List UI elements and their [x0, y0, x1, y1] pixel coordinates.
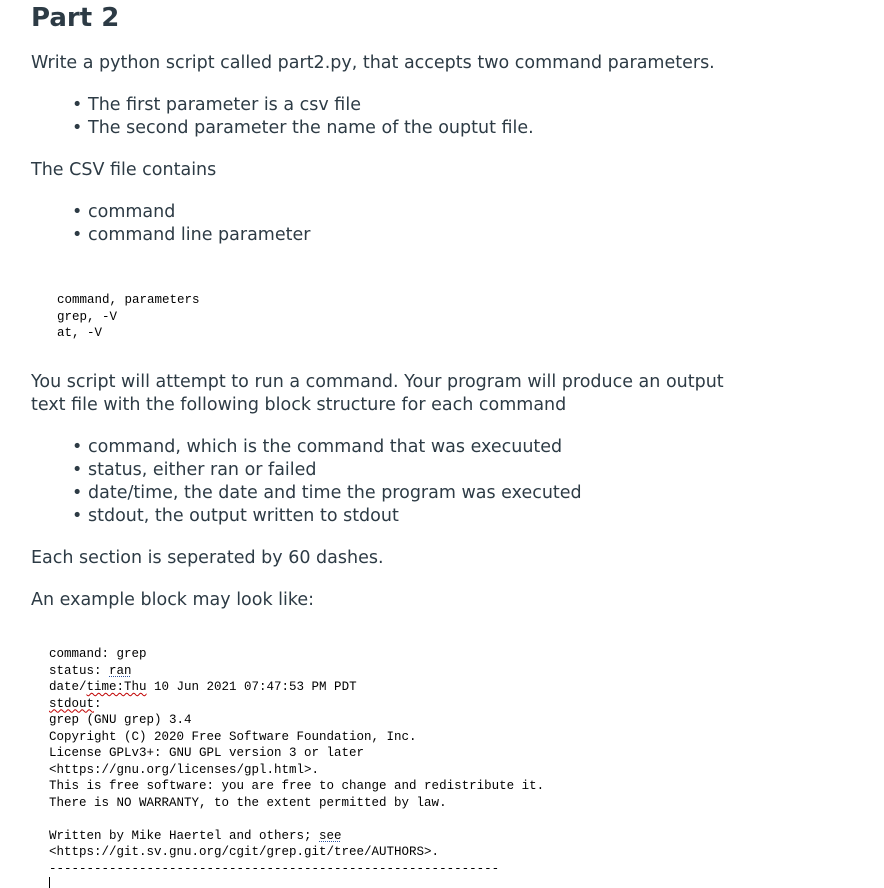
output-line: License GPLv3+: GNU GPL version 3 or later: [49, 746, 365, 760]
command-line: command: grep: [49, 647, 147, 661]
code-line: at, -V: [57, 326, 103, 340]
list-item: • stdout, the output written to stdout: [72, 505, 582, 528]
example-block-code: [49, 646, 544, 877]
code-line: command, parameters: [57, 293, 200, 307]
list-item: • The first parameter is a csv file: [72, 94, 534, 117]
output-line: There is NO WARRANTY, to the extent permitted by law.: [49, 795, 447, 810]
stdout-colon: :: [94, 696, 102, 711]
date-prefix: date/: [49, 680, 87, 694]
written-by-text: Written by Mike Haertel and others;: [49, 828, 320, 843]
code-line: grep, -V: [57, 309, 118, 324]
block-fields-list: [72, 436, 582, 528]
list-item: • The second parameter the name of the ouptut file.: [72, 117, 534, 140]
csv-intro-paragraph: The CSV file contains: [31, 160, 217, 180]
text-cursor: [49, 877, 50, 888]
output-line: Copyright (C) 2020 Free Software Foundation, Inc.: [49, 729, 417, 744]
status-value: ran: [109, 663, 132, 678]
date-rest: 10 Jun 2021 07:47:53 PM PDT: [146, 680, 357, 694]
see-link[interactable]: see: [319, 828, 342, 843]
authors-url: <https://git.sv.gnu.org/cgit/grep.git/tree/AUTHORS>.: [49, 845, 440, 859]
page-title: Part 2: [31, 3, 120, 33]
csv-example-code: [57, 292, 200, 342]
list-item: • command: [72, 201, 310, 224]
list-item: • command line parameter: [72, 224, 310, 247]
csv-fields-list: [72, 201, 310, 247]
list-item: • status, either ran or failed: [72, 459, 582, 482]
output-line: This is free software: you are free to change and redistribute it.: [49, 779, 545, 793]
list-item: • command, which is the command that was execuuted: [72, 436, 582, 459]
params-list: [72, 94, 534, 140]
output-line: <https://gnu.org/licenses/gpl.html>.: [49, 762, 320, 777]
output-line: grep (GNU grep) 3.4: [49, 713, 192, 727]
example-intro-paragraph: An example block may look like:: [31, 590, 315, 610]
dash-separator: ------------------------------------------------------------: [49, 861, 500, 876]
stdout-label: stdout: [49, 696, 95, 711]
list-item: • date/time, the date and time the program was executed: [72, 482, 582, 505]
description-paragraph: You script will attempt to run a command. Your program will produce an output text file with the following block structure for each command: [31, 372, 724, 415]
separator-note-paragraph: Each section is seperated by 60 dashes.: [31, 548, 384, 568]
status-label: status:: [49, 663, 110, 678]
intro-paragraph: Write a python script called part2.py, that accepts two command parameters.: [31, 53, 715, 73]
date-marked-word: time:Thu: [86, 680, 147, 694]
